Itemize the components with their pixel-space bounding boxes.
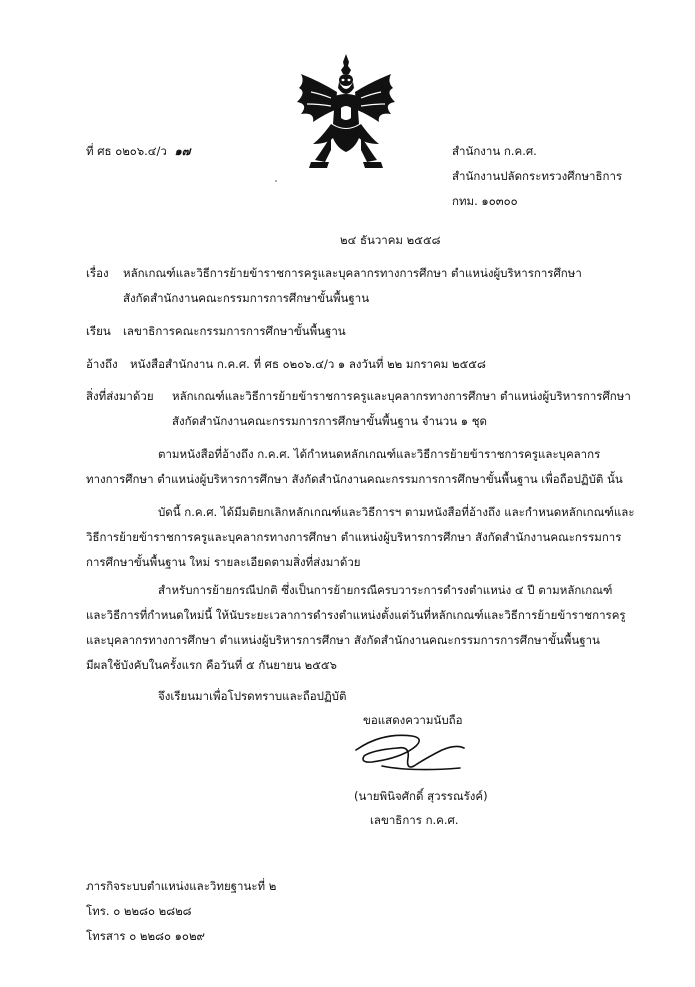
scan-speck <box>275 180 277 182</box>
office-line-2: สำนักงานปลัดกระทรวงศึกษาธิการ <box>452 169 623 183</box>
enclosure-label: สิ่งที่ส่งมาด้วย <box>86 389 154 403</box>
letter-date: ๒๔ ธันวาคม ๒๕๕๘ <box>340 233 441 247</box>
paragraph-3-line-3: และบุคลากรทางการศึกษา ตำแหน่งผู้บริหารการศึกษา สังกัดสำนักงานคณะกรรมการการศึกษาขั้นพื้นฐาน <box>86 633 600 647</box>
enclosure-line-2: สังกัดสำนักงานคณะกรรมการการศึกษาขั้นพื้นฐาน จำนวน ๑ ชุด <box>172 414 487 428</box>
reference-handwritten-number: ๑๗ <box>174 144 191 158</box>
signatory-position: เลขาธิการ ก.ค.ศ. <box>370 813 459 827</box>
paragraph-1-line-2: ทางการศึกษา ตำแหน่งผู้บริหารการศึกษา สังกัดสำนักงานคณะกรรมการการศึกษาขั้นพื้นฐาน เพื่อถือปฏิบัติ นั้น <box>86 472 623 486</box>
footer-phone: โทร. ๐ ๒๒๘๐ ๒๘๒๘ <box>86 904 192 918</box>
enclosure-line-1: หลักเกณฑ์และวิธีการย้ายข้าราชการครูและบุคลากรทางการศึกษา ตำแหน่งผู้บริหารการศึกษา <box>172 389 631 403</box>
subject-line-1: หลักเกณฑ์และวิธีการย้ายข้าราชการครูและบุคลากรทางการศึกษา ตำแหน่งผู้บริหารการศึกษา <box>123 266 582 280</box>
reference-text: หนังสือสำนักงาน ก.ค.ศ. ที่ ศธ ๐๒๐๖.๔/ว ๑ ลงวันที่ ๒๒ มกราคม ๒๕๕๘ <box>130 357 486 371</box>
subject-line-2: สังกัดสำนักงานคณะกรรมการการศึกษาขั้นพื้นฐาน <box>123 291 370 305</box>
footer-department: ภารกิจระบบตำแหน่งและวิทยฐานะที่ ๒ <box>86 879 277 893</box>
office-line-3: กทม. ๑๐๓๐๐ <box>452 194 518 208</box>
paragraph-3-line-1: สำหรับการย้ายกรณีปกติ ซึ่งเป็นการย้ายกรณีครบวาระการดำรงตำแหน่ง ๔ ปี ตามหลักเกณฑ์ <box>158 583 613 597</box>
paragraph-1-line-1: ตามหนังสือที่อ้างถึง ก.ค.ศ. ได้กำหนดหลักเกณฑ์และวิธีการย้ายข้าราชการครูและบุคลากร <box>158 447 601 461</box>
garuda-emblem <box>291 52 401 170</box>
paragraph-2-line-1: บัดนี้ ก.ค.ศ. ได้มีมติยกเลิกหลักเกณฑ์และวิธีการฯ ตามหนังสือที่อ้างถึง และกำหนดหลักเกณฑ์และ <box>158 505 635 519</box>
reference-prefix: ที่ ศธ ๐๒๐๖.๔/ว <box>86 144 167 158</box>
paragraph-2-line-3: การศึกษาขั้นพื้นฐาน ใหม่ รายละเอียดตามสิ่งที่ส่งมาด้วย <box>86 555 361 569</box>
subject-label: เรื่อง <box>86 266 109 280</box>
paragraph-2-line-2: วิธีการย้ายข้าราชการครูและบุคลากรทางการศึกษา ตำแหน่งผู้บริหารการศึกษา สังกัดสำนักงานคณะกรรมการ <box>86 530 622 544</box>
reference-label: อ้างถึง <box>86 357 118 371</box>
handwritten-signature <box>352 728 467 780</box>
paragraph-4-line-1: จึงเรียนมาเพื่อโปรดทราบและถือปฏิบัติ <box>158 689 347 703</box>
reference-number <box>86 143 190 161</box>
paragraph-3-line-4: มีผลใช้บังคับในครั้งแรก คือวันที่ ๕ กันยายน ๒๕๕๖ <box>86 658 337 672</box>
to-label: เรียน <box>86 324 111 338</box>
paragraph-3-line-2: และวิธีการที่กำหนดใหม่นี้ ให้นับระยะเวลาการดำรงตำแหน่งตั้งแต่วันที่หลักเกณฑ์และวิธีการย้ายข้าราชการครู <box>86 608 626 622</box>
closing-salutation: ขอแสดงความนับถือ <box>363 713 463 727</box>
footer-fax: โทรสาร ๐ ๒๒๘๐ ๑๐๒๙ <box>86 929 205 943</box>
office-line-1: สำนักงาน ก.ค.ศ. <box>452 144 537 158</box>
signatory-name: (นายพินิจศักดิ์ สุวรรณรังค์) <box>354 789 488 803</box>
to-text: เลขาธิการคณะกรรมการการศึกษาขั้นพื้นฐาน <box>123 324 346 338</box>
